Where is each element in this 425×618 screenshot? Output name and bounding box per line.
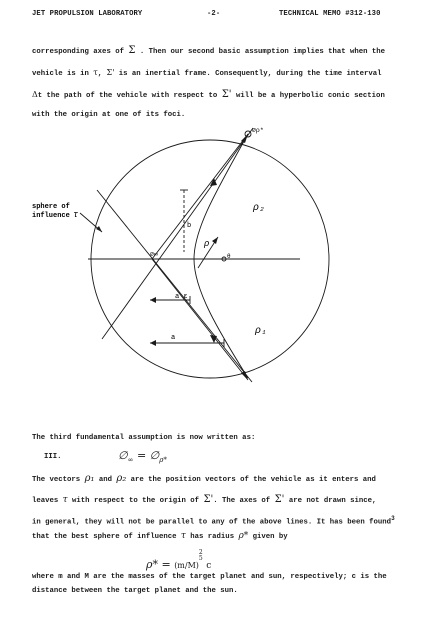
paragraph-bottom-line-5 [32, 531, 288, 542]
text: are not drawn since, [288, 497, 377, 505]
delta-symbol: Δ [32, 90, 38, 99]
sigma-symbol: Σ [128, 45, 136, 56]
text: corresponding axes of [32, 48, 124, 56]
text: . The axes of [213, 497, 271, 505]
label-rho: ρ [204, 239, 210, 249]
text: ρ* = [146, 558, 171, 571]
paragraph-bottom-line-7: distance between the target planet and the sun. [32, 587, 238, 595]
text: = ∅ [136, 449, 160, 462]
label-phi-rho-star: ∅ρ* [252, 127, 264, 134]
text: given by [252, 533, 288, 541]
label-sphere-2: influence [32, 212, 70, 220]
asymptote-2 [97, 190, 252, 382]
text: vehicle is in [32, 70, 89, 78]
label-rho1: ρ₁ [255, 326, 268, 337]
text: that the best sphere of influence [32, 533, 177, 541]
text: , [97, 70, 103, 78]
equation-number: III. [44, 453, 62, 461]
label-sphere-1: sphere of [32, 203, 70, 211]
paragraph-bottom-line-4 [32, 514, 395, 527]
sigma-prime-symbol: Σ' [274, 494, 285, 505]
text: (m/M) [174, 561, 199, 570]
header-page-number: -2- [207, 10, 221, 18]
footnote-ref: 3 [391, 515, 395, 522]
label-theta: θ [227, 253, 231, 260]
paragraph-bottom-line-1: The third fundamental assumption is now written as: [32, 434, 256, 442]
text: ρ* [159, 456, 167, 465]
text: will be a hyperbolic conic section [235, 92, 385, 100]
text: with respect to the origin of [72, 497, 200, 505]
equation-rho-star [146, 550, 211, 571]
tau-symbol: τ [180, 531, 186, 541]
rho2-symbol: ρ₂ [116, 473, 127, 484]
tau-symbol: τ [93, 68, 98, 77]
label-a-epsilon: a ε [175, 293, 188, 301]
tau-symbol-figure: τ [73, 210, 79, 220]
text: ∅ [118, 449, 128, 462]
rho-star-symbol: ρ* [238, 531, 249, 541]
text: in general, they will not be parallel to any of the above lines. It has been found [32, 518, 392, 527]
paragraph-bottom-line-6: where m and M are the masses of the target planet and sun, respectively; c is the [32, 573, 387, 581]
rho1-symbol: ρ₁ [84, 473, 95, 484]
tau-symbol: τ [62, 495, 68, 505]
sigma-prime-symbol: Σ' [203, 494, 214, 505]
text: are the position vectors of the vehicle as it enters and [130, 476, 376, 484]
text: and [98, 476, 112, 484]
text: 5 [198, 555, 203, 562]
sigma-prime-symbol: Σ' [221, 89, 232, 100]
text: t the path of the vehicle with respect to [37, 92, 218, 100]
text: ∞ [127, 456, 134, 465]
text: . Then our second basic assumption implies that when the [139, 48, 386, 56]
text: leaves [32, 497, 59, 505]
header-left: JET PROPULSION LABORATORY [32, 10, 143, 18]
hyperbola-path [194, 134, 248, 378]
paragraph-bottom-line-3 [32, 495, 376, 506]
text: The vectors [32, 476, 81, 484]
label-rho2: ρ₂ [253, 203, 266, 214]
rho2-line [152, 134, 248, 259]
rho1-line [152, 259, 248, 380]
header-right: TECHNICAL MEMO #312-130 [279, 10, 381, 18]
asymptote-1 [102, 128, 253, 339]
label-phi-infinity: ∅∞ [150, 251, 158, 258]
paragraph-top-line-4: with the origin at one of its foci. [32, 111, 186, 119]
text: has radius [190, 533, 235, 541]
equation-III [118, 449, 167, 464]
paragraph-bottom-line-2 [32, 474, 376, 485]
label-a: a [171, 334, 176, 342]
label-b: b [187, 222, 192, 230]
sigma-prime-symbol: Σ' [106, 68, 115, 77]
text: is an inertial frame. Consequently, during the time interval [118, 70, 382, 78]
text: 2 [198, 549, 203, 556]
text: c [206, 561, 212, 571]
